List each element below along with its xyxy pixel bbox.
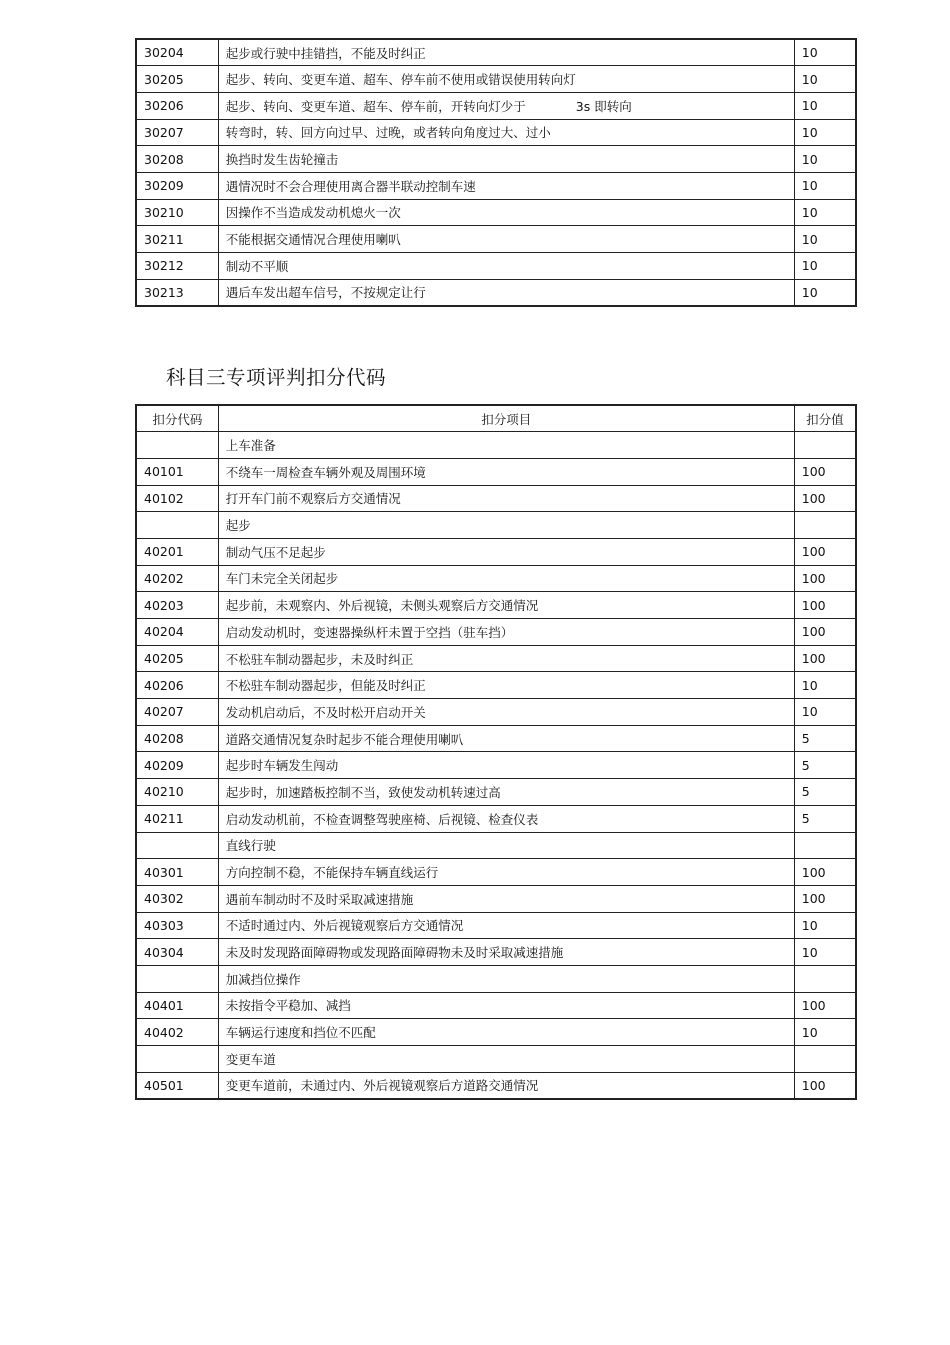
cell-value: 10 bbox=[794, 172, 856, 199]
cell-value: 100 bbox=[794, 859, 856, 886]
cell-code: 40302 bbox=[136, 885, 218, 912]
table-row bbox=[136, 992, 856, 1019]
table-row bbox=[136, 146, 856, 173]
cell-item: 未按指令平稳加、减挡 bbox=[218, 992, 794, 1019]
cell-code: 40303 bbox=[136, 912, 218, 939]
cell-value: 100 bbox=[794, 1072, 856, 1099]
cell-value: 10 bbox=[794, 912, 856, 939]
table-header-row bbox=[136, 405, 856, 432]
cell-code: 40211 bbox=[136, 805, 218, 832]
table-row bbox=[136, 1019, 856, 1046]
table-row bbox=[136, 279, 856, 306]
cell-item: 变更车道 bbox=[218, 1046, 794, 1073]
table-row bbox=[136, 912, 856, 939]
cell-item: 制动气压不足起步 bbox=[218, 538, 794, 565]
cell-item: 起步时，加速踏板控制不当，致使发动机转速过高 bbox=[218, 779, 794, 806]
cell-item: 不绕车一周检查车辆外观及周围环境 bbox=[218, 458, 794, 485]
cell-code: 40202 bbox=[136, 565, 218, 592]
table-row bbox=[136, 779, 856, 806]
cell-code: 40402 bbox=[136, 1019, 218, 1046]
cell-value: 100 bbox=[794, 538, 856, 565]
cell-item: 不松驻车制动器起步，未及时纠正 bbox=[218, 645, 794, 672]
cell-value: 100 bbox=[794, 992, 856, 1019]
cell-item: 起步、转向、变更车道、超车、停车前，开转向灯少于 3s 即转向 bbox=[218, 92, 794, 119]
table-row bbox=[136, 592, 856, 619]
cell-value: 100 bbox=[794, 592, 856, 619]
deduction-table-continued bbox=[135, 38, 857, 307]
cell-code: 40304 bbox=[136, 939, 218, 966]
cell-code: 30212 bbox=[136, 253, 218, 280]
cell-code: 40102 bbox=[136, 485, 218, 512]
cell-item: 不能根据交通情况合理使用喇叭 bbox=[218, 226, 794, 253]
cell-value: 10 bbox=[794, 699, 856, 726]
cell-code: 30204 bbox=[136, 39, 218, 66]
cell-item: 车辆运行速度和挡位不匹配 bbox=[218, 1019, 794, 1046]
cell-value bbox=[794, 965, 856, 992]
table-row bbox=[136, 752, 856, 779]
cell-item: 换挡时发生齿轮撞击 bbox=[218, 146, 794, 173]
cell-item: 转弯时，转、回方向过早、过晚，或者转向角度过大、过小 bbox=[218, 119, 794, 146]
table-row bbox=[136, 512, 856, 539]
cell-value: 10 bbox=[794, 226, 856, 253]
cell-value: 10 bbox=[794, 939, 856, 966]
cell-item: 遇后车发出超车信号，不按规定让行 bbox=[218, 279, 794, 306]
table-row bbox=[136, 1072, 856, 1099]
cell-item: 直线行驶 bbox=[218, 832, 794, 859]
cell-code bbox=[136, 965, 218, 992]
cell-item: 变更车道前，未通过内、外后视镜观察后方道路交通情况 bbox=[218, 1072, 794, 1099]
cell-item: 遇情况时不会合理使用离合器半联动控制车速 bbox=[218, 172, 794, 199]
cell-item: 上车准备 bbox=[218, 432, 794, 459]
cell-item: 车门未完全关闭起步 bbox=[218, 565, 794, 592]
table-row bbox=[136, 885, 856, 912]
table-row bbox=[136, 832, 856, 859]
cell-code: 40209 bbox=[136, 752, 218, 779]
cell-code: 40207 bbox=[136, 699, 218, 726]
cell-value: 10 bbox=[794, 146, 856, 173]
cell-code: 40201 bbox=[136, 538, 218, 565]
cell-item: 道路交通情况复杂时起步不能合理使用喇叭 bbox=[218, 725, 794, 752]
cell-value: 100 bbox=[794, 458, 856, 485]
table-row bbox=[136, 859, 856, 886]
cell-value: 5 bbox=[794, 805, 856, 832]
section-title: 科目三专项评判扣分代码 bbox=[166, 366, 387, 389]
table-row bbox=[136, 432, 856, 459]
table-row bbox=[136, 699, 856, 726]
cell-value bbox=[794, 832, 856, 859]
table-row bbox=[136, 226, 856, 253]
cell-item: 起步 bbox=[218, 512, 794, 539]
table-row bbox=[136, 92, 856, 119]
cell-item-suffix: 3s 即转向 bbox=[575, 98, 632, 114]
cell-value: 100 bbox=[794, 645, 856, 672]
table-row bbox=[136, 645, 856, 672]
cell-code: 30211 bbox=[136, 226, 218, 253]
cell-value: 100 bbox=[794, 565, 856, 592]
cell-code: 30206 bbox=[136, 92, 218, 119]
cell-value: 100 bbox=[794, 485, 856, 512]
table-row bbox=[136, 458, 856, 485]
cell-code bbox=[136, 432, 218, 459]
cell-value bbox=[794, 432, 856, 459]
table-row bbox=[136, 725, 856, 752]
cell-value: 10 bbox=[794, 92, 856, 119]
cell-value: 10 bbox=[794, 199, 856, 226]
cell-item: 加减挡位操作 bbox=[218, 965, 794, 992]
cell-value: 100 bbox=[794, 619, 856, 646]
cell-code: 40210 bbox=[136, 779, 218, 806]
table-row bbox=[136, 1046, 856, 1073]
header-code: 扣分代码 bbox=[136, 405, 218, 432]
cell-value: 10 bbox=[794, 119, 856, 146]
cell-code: 40206 bbox=[136, 672, 218, 699]
cell-item: 启动发动机时，变速器操纵杆未置于空挡（驻车挡） bbox=[218, 619, 794, 646]
cell-code: 40301 bbox=[136, 859, 218, 886]
cell-value bbox=[794, 512, 856, 539]
cell-value: 5 bbox=[794, 752, 856, 779]
table-row bbox=[136, 172, 856, 199]
table-row bbox=[136, 805, 856, 832]
table-row bbox=[136, 199, 856, 226]
table-row bbox=[136, 66, 856, 93]
cell-item: 起步前，未观察内、外后视镜，未侧头观察后方交通情况 bbox=[218, 592, 794, 619]
table-row bbox=[136, 253, 856, 280]
cell-value: 100 bbox=[794, 885, 856, 912]
header-item: 扣分项目 bbox=[218, 405, 794, 432]
cell-value: 10 bbox=[794, 66, 856, 93]
cell-item: 未及时发现路面障碍物或发现路面障碍物未及时采取减速措施 bbox=[218, 939, 794, 966]
cell-item: 方向控制不稳，不能保持车辆直线运行 bbox=[218, 859, 794, 886]
cell-code bbox=[136, 512, 218, 539]
cell-value: 10 bbox=[794, 253, 856, 280]
cell-code: 30208 bbox=[136, 146, 218, 173]
table-row bbox=[136, 672, 856, 699]
table-row bbox=[136, 39, 856, 66]
cell-item: 打开车门前不观察后方交通情况 bbox=[218, 485, 794, 512]
cell-item: 起步、转向、变更车道、超车、停车前不使用或错误使用转向灯 bbox=[218, 66, 794, 93]
table-row bbox=[136, 565, 856, 592]
cell-value bbox=[794, 1046, 856, 1073]
cell-code: 40203 bbox=[136, 592, 218, 619]
cell-item: 不松驻车制动器起步，但能及时纠正 bbox=[218, 672, 794, 699]
cell-code: 30213 bbox=[136, 279, 218, 306]
cell-code: 40501 bbox=[136, 1072, 218, 1099]
table-row bbox=[136, 939, 856, 966]
table-row bbox=[136, 485, 856, 512]
cell-code: 30209 bbox=[136, 172, 218, 199]
cell-value: 5 bbox=[794, 779, 856, 806]
cell-code bbox=[136, 832, 218, 859]
table-row bbox=[136, 619, 856, 646]
cell-value: 10 bbox=[794, 279, 856, 306]
cell-item: 启动发动机前，不检查调整驾驶座椅、后视镜、检查仪表 bbox=[218, 805, 794, 832]
table-row bbox=[136, 119, 856, 146]
table-row bbox=[136, 965, 856, 992]
cell-value: 10 bbox=[794, 39, 856, 66]
cell-code: 30205 bbox=[136, 66, 218, 93]
table-row bbox=[136, 538, 856, 565]
cell-code: 40208 bbox=[136, 725, 218, 752]
cell-item: 起步时车辆发生闯动 bbox=[218, 752, 794, 779]
cell-item: 制动不平顺 bbox=[218, 253, 794, 280]
cell-code: 30210 bbox=[136, 199, 218, 226]
cell-code bbox=[136, 1046, 218, 1073]
cell-code: 40101 bbox=[136, 458, 218, 485]
cell-item: 不适时通过内、外后视镜观察后方交通情况 bbox=[218, 912, 794, 939]
header-value: 扣分值 bbox=[794, 405, 856, 432]
cell-item: 发动机启动后，不及时松开启动开关 bbox=[218, 699, 794, 726]
cell-value: 10 bbox=[794, 1019, 856, 1046]
cell-value: 10 bbox=[794, 672, 856, 699]
special-judgment-deduction-table bbox=[135, 404, 857, 1100]
cell-code: 40204 bbox=[136, 619, 218, 646]
cell-value: 5 bbox=[794, 725, 856, 752]
cell-item: 因操作不当造成发动机熄火一次 bbox=[218, 199, 794, 226]
cell-code: 40205 bbox=[136, 645, 218, 672]
cell-item: 起步或行驶中挂错挡，不能及时纠正 bbox=[218, 39, 794, 66]
cell-code: 40401 bbox=[136, 992, 218, 1019]
cell-code: 30207 bbox=[136, 119, 218, 146]
cell-item: 遇前车制动时不及时采取减速措施 bbox=[218, 885, 794, 912]
